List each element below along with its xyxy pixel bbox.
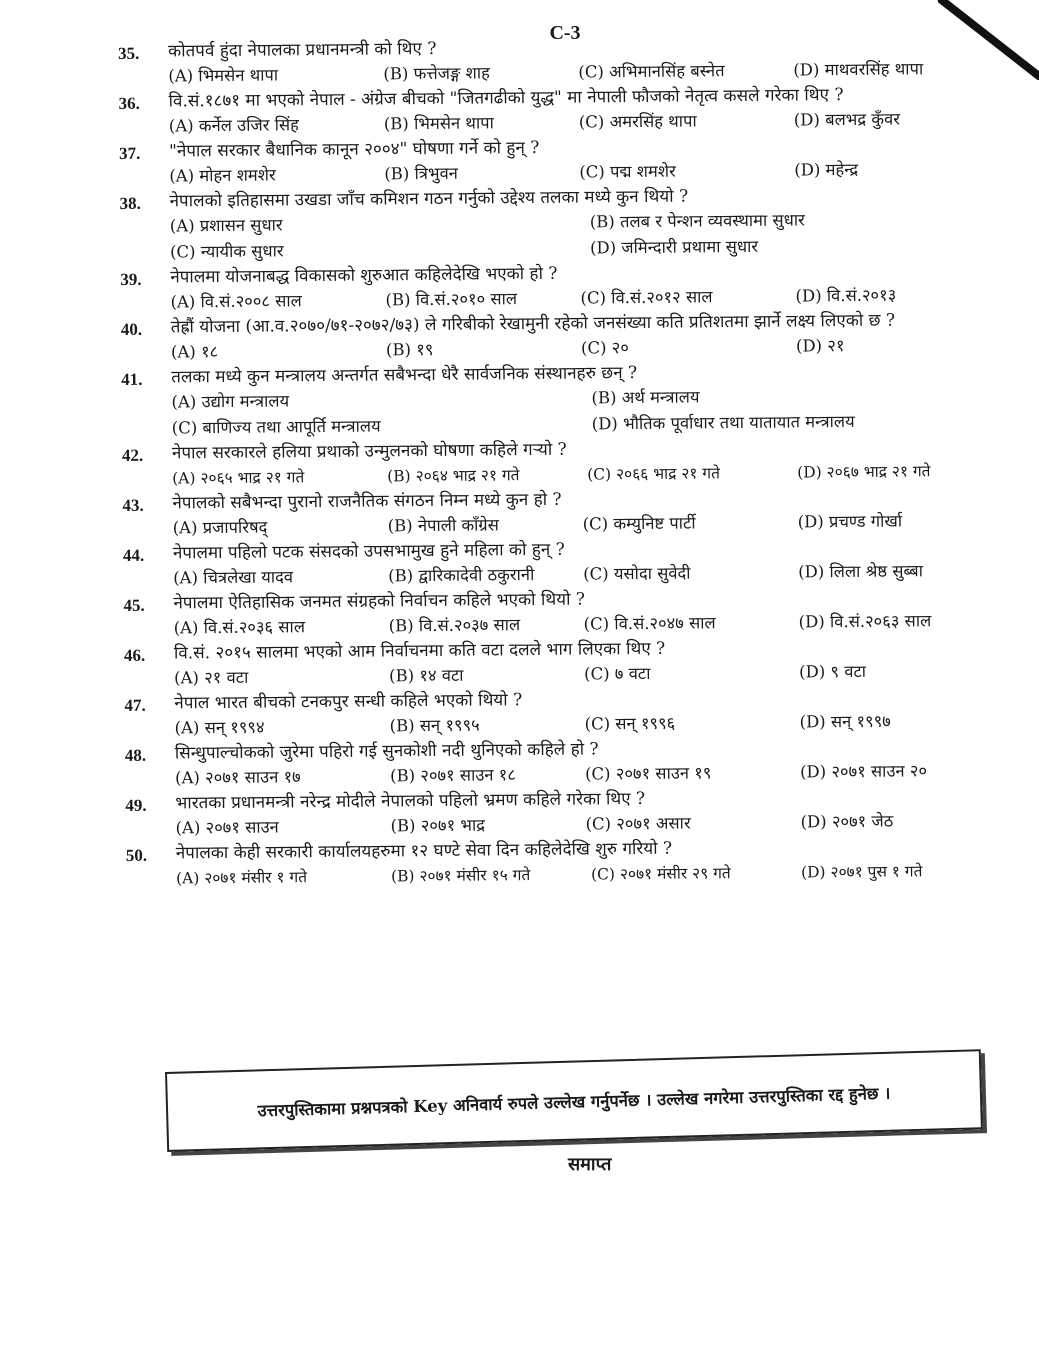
answer-option: (D) सन् १९९७ [799,711,891,732]
question-text: नेपालका केही सरकारी कार्यालयहरुमा १२ घण्टे सेवा दिन कहिलेदेखि शुरु गरियो ? [175,838,673,864]
question-number: 39. [120,269,142,289]
answer-option: (A) मोहन शमशेर [169,165,276,186]
question-number: 43. [122,495,144,515]
answer-option: (A) २१ वटा [174,667,249,688]
question-text: नेपालमा पहिलो पटक संसदको उपसभामुख हुने महिला को हुन् ? [172,539,565,564]
question-text: नेपाल भारत बीचको टनकपुर सन्धी कहिले भएको थियो ? [174,690,523,714]
answer-option: (D) वि.सं.२०६३ साल [798,611,932,632]
answer-option: (B) सन् १९९५ [389,715,480,736]
answer-option: (C) वि.सं.२०१२ साल [580,287,713,308]
question-item [124,633,1014,692]
answer-option: (C) बाणिज्य तथा आपूर्ति मन्त्रालय [171,416,381,438]
question-item [121,307,1011,366]
answer-options [170,205,1020,265]
question-number: 49. [125,795,147,815]
question-item [125,733,1015,792]
question-number: 47. [124,695,146,715]
question-number: 46. [123,645,146,665]
answer-option: (C) पद्म शमशेर [579,161,676,182]
question-item [118,81,1008,140]
question-number: 41. [121,369,143,389]
answer-option: (D) २०७१ जेठ [800,811,894,832]
answer-options [171,381,1021,441]
answer-option: (A) प्रजापरिषद् [172,517,268,538]
answer-option: (C) २०७१ मंसीर २९ गते [590,864,731,884]
answer-option: (B) भिमसेन थापा [383,113,494,134]
question-item [125,783,1015,842]
answer-option: (D) प्रचण्ड गोर्खा [797,511,903,532]
question-text: नेपाल सरकारले हलिया प्रथाको उन्मुलनको घोषणा कहिले गऱ्यो ? [171,439,567,464]
answer-option: (A) भिमसेन थापा [168,65,279,86]
answer-option: (B) २०७१ भाद्र [390,815,486,836]
answer-option: (D) बलभद्र कुँवर [793,109,901,130]
answer-option: (C) २० [580,338,629,358]
question-item [126,833,1016,892]
question-number: 45. [123,595,145,615]
question-text: सिन्धुपाल्चोकको जुरेमा पहिरो गई सुनकोशी नदी थुनिएको कहिले हो ? [174,739,599,764]
answer-option: (A) चित्रलेखा यादव [173,567,294,588]
answer-option: (C) कम्युनिष्ट पार्टी [582,513,696,534]
answer-option: (D) महेन्द्र [794,159,859,180]
question-text: तलका मध्ये कुन मन्त्रालय अन्तर्गत सबैभन्दा धेरै सार्वजनिक संस्थानहरु छन् ? [171,363,638,388]
answer-option: (B) तलब र पेन्शन व्यवस्थामा सुधार [589,210,805,232]
answer-option: (A) २०७१ साउन १७ [174,767,301,788]
question-number: 36. [118,93,140,113]
question-text: वि.सं.१८७१ मा भएको नेपाल - अंग्रेज बीचको "जितगढीको युद्ध" मा नेपाली फौजको नेतृत्व कसले गरेका थिए ? [168,85,844,112]
answer-option: (A) २०६५ भाद्र २१ गते [172,468,305,488]
answer-option: (A) सन् १९९४ [174,717,265,738]
answer-option: (B) वि.सं.२०३७ साल [388,615,521,636]
question-number: 35. [118,43,140,63]
question-number: 37. [118,143,141,163]
answer-option: (C) वि.सं.२०४७ साल [583,613,716,634]
question-item [119,131,1009,190]
answer-option: (D) २०७१ साउन २० [799,761,928,782]
question-item [123,533,1013,592]
answer-option: (C) अभिमानसिंह बस्नेत [578,61,725,82]
answer-option: (A) वि.सं.२००८ साल [170,291,302,312]
question-text: "नेपाल सरकार बैधानिक कानून २००४" घोषणा गर्ने को हुन् ? [168,137,540,162]
question-text: वि.सं. २०१५ सालमा भएको आम निर्वाचनमा कति वटा दलले भाग लिएका थिए ? [173,638,666,664]
question-number: 50. [125,845,148,865]
question-item [120,257,1010,316]
answer-option: (A) २०७१ साउन [175,817,279,838]
question-item [122,433,1012,492]
question-item [121,357,1012,442]
answer-option: (D) ९ वटा [799,661,867,682]
answer-option: (A) १८ [170,342,219,362]
answer-option: (D) माथवरसिंह थापा [793,59,924,80]
page-code: C-3 [549,22,581,44]
answer-option: (D) लिला श्रेष्ठ सुब्बा [798,561,924,582]
answer-option: (B) फत्तेजङ्ग शाह [383,63,490,84]
question-item [122,483,1012,542]
answer-option: (B) नेपाली काँग्रेस [387,515,499,536]
question-number: 44. [122,545,145,565]
answer-option: (B) त्रिभुवन [384,163,458,184]
answer-option: (C) ७ वटा [584,663,651,684]
question-text: नेपालको सबैभन्दा पुरानो राजनैतिक संगठन निम्न मध्ये कुन हो ? [172,489,562,514]
question-text: नेपालमा ऐतिहासिक जनमत संग्रहको निर्वाचन कहिले भएको थियो ? [173,589,586,614]
question-list [118,31,1016,892]
answer-option: (B) वि.सं.२०१० साल [385,289,518,310]
answer-option: (A) प्रशासन सुधार [169,215,283,236]
answer-option: (D) भौतिक पूर्वाधार तथा यातायात मन्त्रालय [591,411,855,434]
answer-option: (A) कर्नेल उजिर सिंह [168,115,299,136]
answer-option: (D) वि.सं.२०१३ [795,285,897,306]
answer-option: (C) २०६६ भाद्र २१ गते [587,464,721,484]
question-text: तेह्रौं योजना (आ.व.२०७०/७१-२०७२/७३) ले गरिबीको रेखामुनी रहेको जनसंख्या कति प्रतिशतमा झार्ने लक्ष्य लिएको छ ? [170,310,896,338]
notice-text: उत्तरपुस्तिकामा प्रश्नपत्रको Key अनिवार्य रुपले उल्लेख गर्नुपर्नेछ । उल्लेख नगरेमा उत्तरपुस्तिका रद्द हुनेछ । [257,1083,891,1120]
answer-option: (B) २०७१ साउन १८ [389,765,517,786]
question-text: भारतका प्रधानमन्त्री नरेन्द्र मोदीले नेपालको पहिलो भ्रमण कहिले गरेका थिए ? [175,788,646,814]
answer-option: (B) २०७१ मंसीर १५ गते [390,866,531,886]
question-item [118,31,1008,90]
answer-key-notice [165,1049,983,1152]
answer-option: (C) सन् १९९६ [584,713,676,734]
question-number: 40. [120,319,143,339]
question-item [124,683,1014,742]
answer-option: (D) जमिन्दारी प्रथामा सुधार [589,236,759,258]
answer-option: (C) २०७१ असार [585,813,691,834]
answer-option: (B) १४ वटा [389,665,464,686]
question-number: 42. [121,445,144,465]
question-number: 38. [119,193,141,213]
question-item [123,583,1013,642]
end-word: समाप्त [568,1154,612,1175]
answer-option: (C) न्यायीक सुधार [169,241,284,262]
question-number: 48. [124,745,147,765]
answer-option: (B) १९ [385,339,434,360]
question-text: नेपालमा योजनाबद्ध विकासको शुरुआत कहिलेदेखि भएको हो ? [170,263,558,288]
answer-option: (D) २०६७ भाद्र २१ गते [797,462,931,482]
answer-option: (C) अमरसिंह थापा [578,111,697,132]
answer-option: (D) २१ [795,336,845,356]
answer-option: (D) २०७१ पुस १ गते [800,862,923,882]
answer-option: (C) २०७१ साउन १९ [584,763,712,784]
answer-option: (B) द्वारिकादेवी ठकुरानी [388,565,535,586]
answer-option: (C) यसोदा सुवेदी [583,563,691,584]
answer-option: (A) २०७१ मंसीर १ गते [175,868,308,888]
question-item [119,181,1010,266]
question-text: कोतपर्व हुंदा नेपालका प्रधानमन्त्री को थिए ? [168,38,437,62]
answer-option: (B) २०६४ भाद्र २१ गते [387,466,520,486]
answer-option: (A) वि.सं.२०३६ साल [173,617,306,638]
question-text: नेपालको इतिहासमा उखडा जाँच कमिशन गठन गर्नुको उद्देश्य तलका मध्ये कुन थियो ? [169,186,689,212]
answer-option: (A) उद्योग मन्त्रालय [171,391,290,412]
answer-option: (B) अर्थ मन्त्रालय [591,387,700,408]
